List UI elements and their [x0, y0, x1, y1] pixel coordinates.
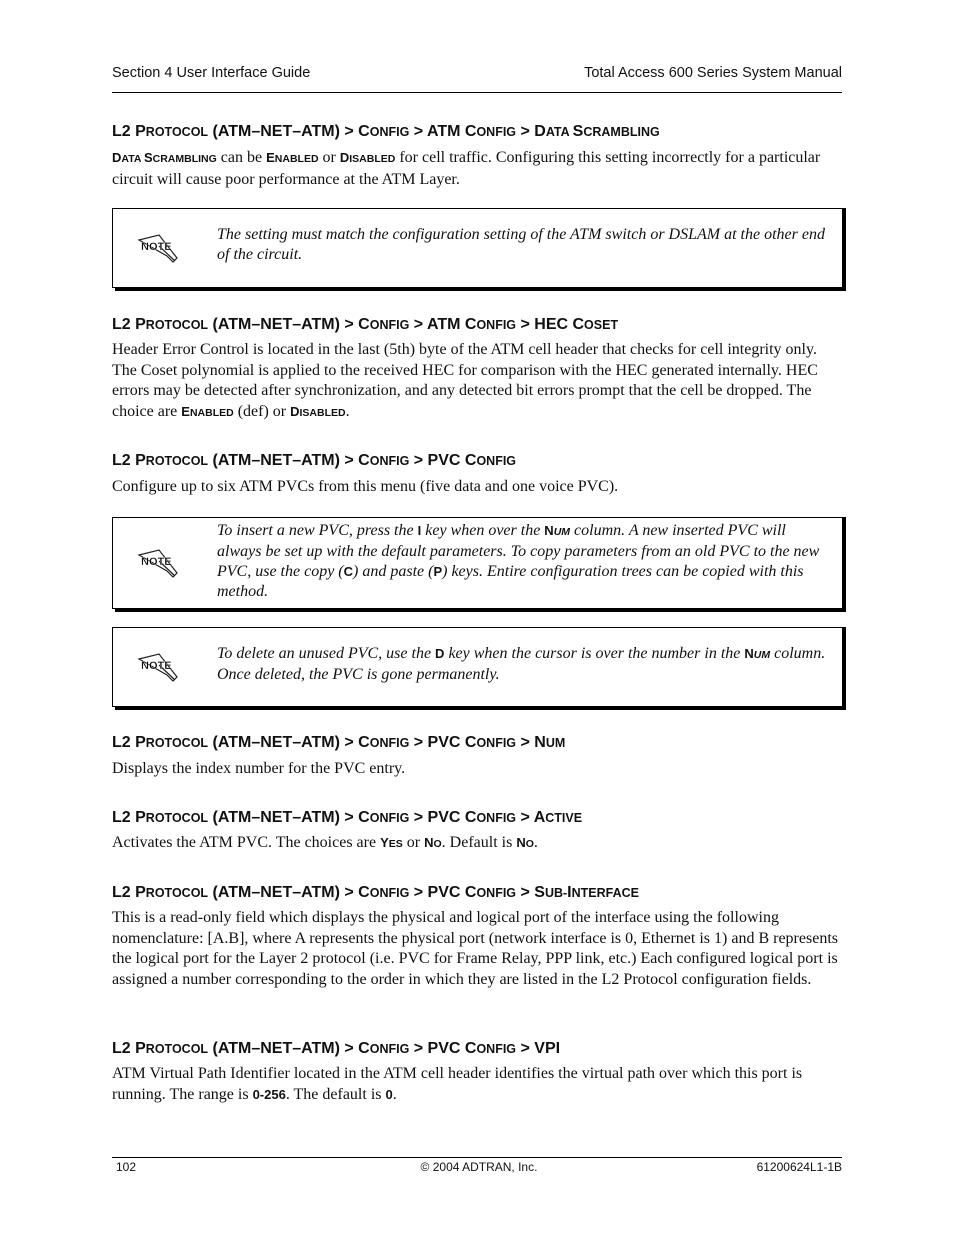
- note-text: The setting must match the configuration setting of the ATM switch or DSLAM at the other end of the circuit.: [217, 226, 825, 263]
- svg-text:NOTE: NOTE: [141, 241, 172, 253]
- note-box-delete-pvc: [112, 627, 843, 707]
- note-text: To delete an unused PVC, use the D key when the cursor is over the number in the NUM column. Once deleted, the PVC is gone permanently.: [217, 645, 826, 683]
- paragraph-pvc-config: Configure up to six ATM PVCs from this menu (five data and one voice PVC).: [112, 478, 619, 495]
- heading-vpi: L2 PROTOCOL (ATM–NET–ATM) > CONFIG > PVC CONFIG > VPI: [112, 1040, 561, 1057]
- paragraph-sub-interface: This is a read-only field which displays the physical and logical port of the interface using the following nomenclature: [A.B], where A represents the physical port (network interface is 0, Ethernet is 1) and B represents the logical port for the Layer 2 protocol (i.e. PVC for Frame Relay, PPP link, etc.) Each configured logical port is assigned a number corresponding to the order in which they are listed in the L2 Protocol configuration fields.: [112, 909, 838, 988]
- paragraph-num: Displays the index number for the PVC entry.: [112, 760, 406, 777]
- heading-num: L2 PROTOCOL (ATM–NET–ATM) > CONFIG > PVC CONFIG > NUM: [112, 734, 566, 751]
- note-icon: [137, 547, 181, 579]
- footer-rule: [112, 1157, 842, 1158]
- paragraph-vpi: ATM Virtual Path Identifier located in the ATM cell header identifies the virtual path over which this port is running. The range is 0-256. The default is 0.: [112, 1065, 803, 1103]
- heading-pvc-config: L2 PROTOCOL (ATM–NET–ATM) > CONFIG > PVC CONFIG: [112, 452, 517, 469]
- note-icon: [137, 651, 181, 683]
- paragraph-hec-coset: Header Error Control is located in the last (5th) byte of the ATM cell header that checks for cell integrity only. The Coset polynomial is applied to the received HEC for comparison with the HEC generated internally. HEC errors may be detected after synchronization, and any detected bit errors prompt that the cell be dropped. The choice are ENABLED (def) or DISABLED.: [112, 341, 818, 420]
- running-footer: [116, 1160, 842, 1176]
- note-box-setting: [112, 208, 843, 288]
- note-text: To insert a new PVC, press the I key when over the NUM column. A new inserted PVC will always be set up with the default parameters. To copy parameters from an old PVC to the new PVC, use the copy (C) and paste (P) keys. Entire configuration trees can be copied with this method.: [217, 522, 820, 600]
- header-rule: [112, 92, 842, 93]
- document-id: 61200624L1-1B: [756, 1160, 842, 1174]
- heading-data-scrambling: L2 PROTOCOL (ATM–NET–ATM) > CONFIG > ATM CONFIG > DATA SCRAMBLING: [112, 123, 660, 140]
- header-section: Section 4 User Interface Guide: [112, 65, 311, 81]
- paragraph-data-scrambling: DATA SCRAMBLING can be ENABLED or DISABLED for cell traffic. Configuring this setting incorrectly for a particular circuit will cause poor performance at the ATM Layer.: [112, 149, 821, 188]
- heading-active: L2 PROTOCOL (ATM–NET–ATM) > CONFIG > PVC CONFIG > ACTIVE: [112, 809, 583, 826]
- note-icon: [137, 232, 181, 264]
- svg-text:NOTE: NOTE: [141, 660, 172, 672]
- note-box-insert-pvc: [112, 517, 843, 609]
- running-header: [112, 65, 842, 85]
- copyright: © 2004 ADTRAN, Inc.: [420, 1160, 538, 1174]
- header-manual-title: Total Access 600 Series System Manual: [584, 65, 842, 81]
- heading-sub-interface: L2 PROTOCOL (ATM–NET–ATM) > CONFIG > PVC CONFIG > SUB-INTERFACE: [112, 884, 639, 901]
- paragraph-active: Activates the ATM PVC. The choices are YES or NO. Default is NO.: [112, 834, 538, 851]
- heading-hec-coset: L2 PROTOCOL (ATM–NET–ATM) > CONFIG > ATM CONFIG > HEC COSET: [112, 316, 619, 333]
- svg-text:NOTE: NOTE: [141, 556, 172, 568]
- page-number: 102: [116, 1160, 137, 1174]
